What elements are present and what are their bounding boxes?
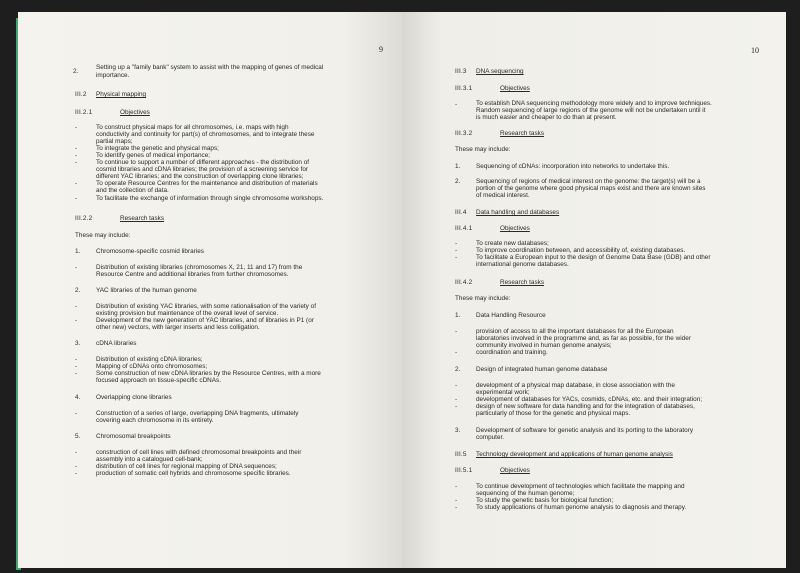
bullet-dash: -: [75, 180, 78, 187]
list-line: Development of the new generation of YAC libraries, and of libraries in P1 (or: [96, 317, 314, 324]
list-line: focused approach on tissue-specific cDNAs.: [96, 377, 222, 384]
item-title: YAC libraries of the human genome: [96, 287, 197, 294]
paragraph-line: Sequencing of cDNAs: incorporation into networks to undertake this.: [476, 163, 670, 170]
list-line: provision of access to all the important databases for all the European: [476, 328, 674, 335]
bullet-dash: -: [75, 195, 78, 202]
bullet-dash: -: [455, 497, 458, 504]
section-number: III.5: [455, 451, 467, 458]
bullet-dash: -: [75, 159, 78, 166]
bullet-dash: -: [75, 370, 78, 377]
list-line: Mapping of cDNAs onto chromosomes;: [96, 363, 208, 370]
bullet-dash: -: [455, 328, 458, 335]
bullet-dash: -: [455, 101, 458, 108]
list-line: and the collection of data.: [96, 187, 169, 194]
bullet-dash: -: [455, 349, 458, 356]
section-title: Data handling and databases: [476, 209, 560, 216]
list-line: existing provision but maintenance of the overall level of service.: [96, 310, 279, 317]
list-line: To create new databases;: [476, 240, 549, 247]
bullet-dash: -: [455, 254, 458, 261]
section-title: Objectives: [500, 467, 530, 474]
paragraph-line: computer.: [476, 434, 505, 441]
item-number: 2.: [75, 287, 81, 294]
list-line: particularly of those for the genetic and physical maps.: [476, 410, 631, 417]
list-line: To study the genetic basis for biological function;: [476, 497, 614, 504]
bullet-dash: -: [455, 483, 458, 490]
list-line: Construction of a series of large, overlapping DNA fragments, ultimately: [96, 410, 299, 417]
bullet-dash: -: [75, 317, 78, 324]
list-line: To facilitate a European input to the design of Genome Data Base (GDB) and other: [476, 254, 711, 261]
list-line: other new) vectors, with larger inserts and less colligation.: [96, 324, 260, 331]
item-number: 2.: [73, 68, 79, 75]
list-line: partial maps;: [96, 138, 133, 145]
list-line: production of somatic cell hybrids and chromosome specific libraries.: [96, 470, 291, 477]
item-title: Design of integrated human genome database: [476, 366, 608, 373]
item-number: 3.: [75, 340, 81, 347]
bullet-dash: -: [455, 247, 458, 254]
page-number: 9: [379, 45, 383, 54]
item-number: 4.: [75, 394, 81, 401]
section-title: Objectives: [120, 109, 150, 116]
item-title: Chromosomal breakpoints: [96, 433, 171, 440]
bullet-dash: -: [75, 449, 78, 456]
list-line: To construct physical maps for all chromosomes, i.e. maps with high: [96, 124, 289, 131]
list-line: To identify genes of medical importance;: [96, 152, 211, 159]
list-line: To continue development of technologies which facilitate the mapping and: [476, 483, 685, 490]
paragraph-line: of medical interest.: [476, 192, 530, 199]
list-line: design of new software for data handling and for the integration of databases,: [476, 403, 695, 410]
section-title: Objectives: [500, 225, 530, 232]
item-title: Data Handling Resource: [476, 312, 546, 319]
intro-text: These may include:: [455, 146, 511, 153]
bullet-dash: -: [75, 470, 78, 477]
list-line: is much easier and cheaper to do than at present.: [476, 114, 617, 121]
list-line: cosmid libraries and cDNA libraries; the provision of a screening service for: [96, 166, 309, 173]
list-line: To operate Resource Centres for the maintenance and distribution of materials: [96, 180, 318, 187]
bullet-dash: -: [75, 145, 78, 152]
bullet-dash: -: [455, 382, 458, 389]
bullet-dash: -: [75, 356, 78, 363]
list-line: Distribution of existing libraries (chromosomes X, 21, 11 and 17) from the: [96, 264, 303, 271]
section-number: III.2.1: [75, 109, 93, 116]
list-line: Some construction of new cDNA libraries by the Resource Centres, with a more: [96, 370, 321, 377]
item-number: 2.: [455, 366, 461, 373]
item-number: 1.: [75, 248, 81, 255]
intro-text: These may include:: [75, 232, 131, 239]
list-line: community involved in human genome analysis;: [476, 342, 612, 349]
section-title: Technology development and applications of human genome analysis: [476, 451, 673, 458]
bullet-dash: -: [75, 303, 78, 310]
item-number: 2.: [455, 178, 461, 185]
item-title: cDNA libraries: [96, 340, 137, 347]
list-line: coordination and training.: [476, 349, 548, 356]
bullet-dash: -: [455, 504, 458, 511]
bullet-dash: -: [75, 363, 78, 370]
list-line: To improve coordination between, and accessibility of, existing databases.: [476, 247, 686, 254]
list-line: To continue to support a number of different approaches - the distribution of: [96, 159, 310, 166]
item-number: 5.: [75, 433, 81, 440]
section-number: III.5.1: [455, 467, 473, 474]
page-10: [402, 12, 786, 568]
section-title: Research tasks: [120, 215, 165, 222]
item-number: 3.: [455, 427, 461, 434]
list-line: sequencing of the human genome;: [476, 490, 575, 497]
list-line: construction of cell lines with defined chromosomal breakpoints and their: [96, 449, 302, 456]
section-number: III.4.1: [455, 225, 473, 232]
list-line: To facilitate the exchange of information through single chromosome workshops.: [96, 195, 324, 202]
item-title: Chromosome-specific cosmid libraries: [96, 248, 204, 255]
bullet-dash: -: [75, 124, 78, 131]
section-number: III.4.2: [455, 279, 473, 286]
section-title: Physical mapping: [96, 91, 147, 98]
section-number: III.2: [75, 91, 87, 98]
list-line: development of databases for YACs, cosmids, cDNAs, etc. and their integration;: [476, 396, 703, 403]
bullet-dash: -: [75, 463, 78, 470]
page-number: 10: [751, 46, 759, 55]
bullet-dash: -: [455, 403, 458, 410]
section-number: III.4: [455, 209, 467, 216]
list-line: international genome databases.: [476, 261, 569, 268]
paragraph-line: Development of software for genetic analysis and its porting to the laboratory: [476, 427, 694, 434]
list-line: Resource Centre and additional libraries from further chromosomes.: [96, 271, 289, 278]
paragraph-line: Sequencing of regions of medical interest on the genome: the target(s) will be a: [476, 178, 701, 185]
list-line: different YAC libraries; and the construction of overlapping clone libraries;: [96, 173, 304, 180]
item-number: 1.: [455, 163, 461, 170]
section-title: DNA sequencing: [476, 68, 524, 75]
bullet-dash: -: [455, 240, 458, 247]
section-title: Objectives: [500, 85, 530, 92]
page-9: [18, 12, 402, 568]
list-line: Distribution of existing YAC libraries, with some rationalisation of the variety of: [96, 303, 316, 310]
paragraph-line: Setting up a "family bank" system to assist with the mapping of genes of medical: [96, 64, 324, 71]
list-line: assembly into a catalogued cell-bank;: [96, 456, 203, 463]
list-line: To integrate the genetic and physical maps;: [96, 145, 219, 152]
list-line: conductivity and continuity for part(s) of chromosomes, and to integrate these: [96, 131, 315, 138]
section-number: III.2.2: [75, 215, 93, 222]
bullet-dash: -: [455, 396, 458, 403]
list-line: covering each chromosome in its entirety.: [96, 417, 214, 424]
paragraph-line: importance.: [96, 72, 130, 79]
list-line: To study applications of human genome analysis to diagnosis and therapy.: [476, 504, 687, 511]
section-title: Research tasks: [500, 279, 545, 286]
item-number: 1.: [455, 312, 461, 319]
list-line: Distribution of existing cDNA libraries;: [96, 356, 203, 363]
list-line: development of a physical map database, in close association with the: [476, 382, 675, 389]
list-line: distribution of cell lines for regional mapping of DNA sequences;: [96, 463, 277, 470]
item-title: Overlapping clone libraries: [96, 394, 172, 401]
intro-text: These may include:: [455, 295, 511, 302]
list-line: experimental work;: [476, 389, 530, 396]
bullet-dash: -: [75, 264, 78, 271]
section-number: III.3.1: [455, 85, 473, 92]
list-line: To establish DNA sequencing methodology more widely and to improve techniques.: [476, 100, 712, 107]
book-spread: [18, 12, 786, 568]
section-number: III.3.2: [455, 130, 473, 137]
section-title: Research tasks: [500, 130, 545, 137]
list-line: Random sequencing of large regions of the genome will not be undertaken until it: [476, 107, 706, 114]
paragraph-line: portion of the genome where good physical maps exist and there are known sites: [476, 185, 706, 192]
bullet-dash: -: [75, 410, 78, 417]
list-line: laboratories involved in the programme and, as far as possible, for the wider: [476, 335, 691, 342]
section-number: III.3: [455, 68, 467, 75]
bullet-dash: -: [75, 152, 78, 159]
